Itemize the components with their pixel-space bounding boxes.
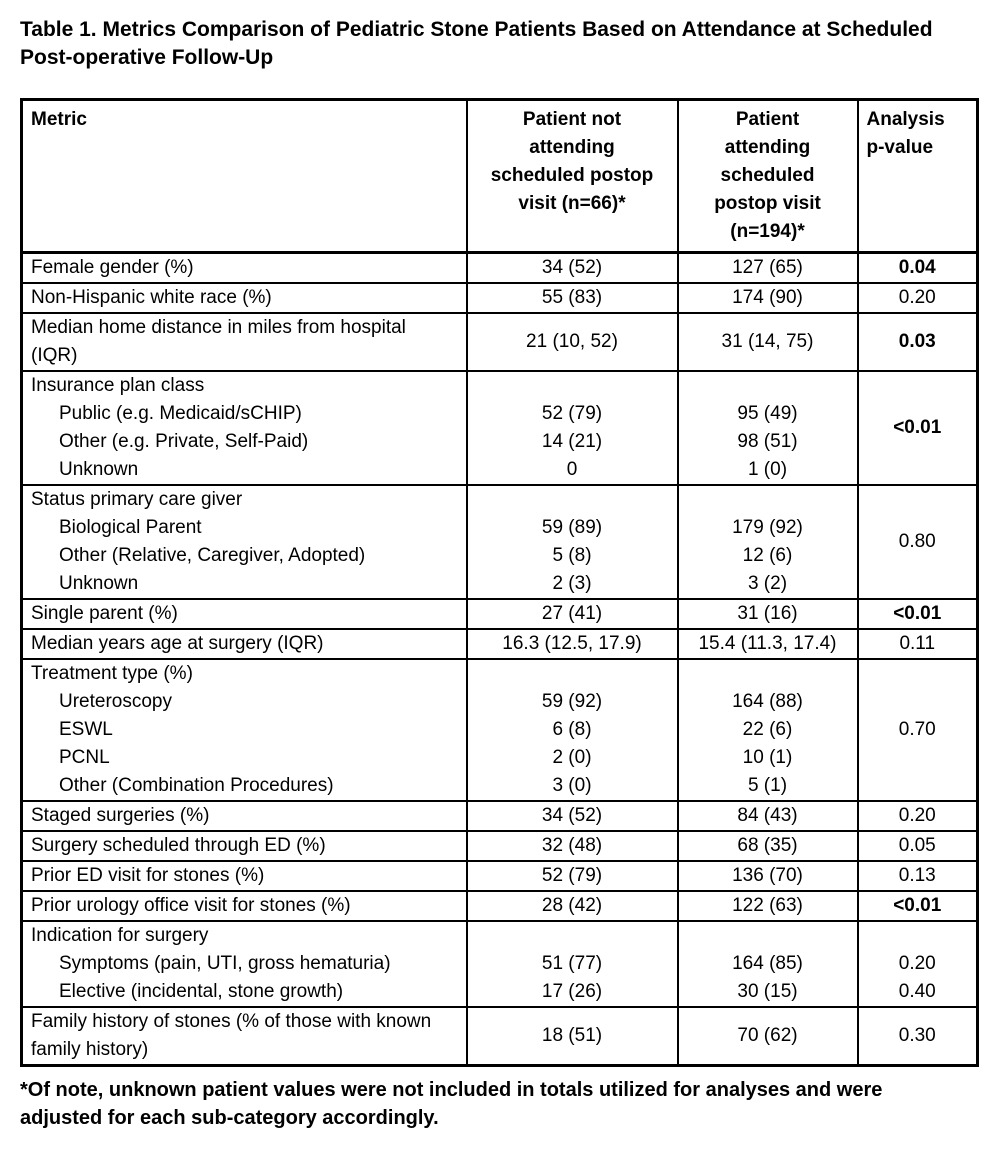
attending-cell: 95 (49) 98 (51) 1 (0) [678,371,858,485]
not-attending-cell: 16.3 (12.5, 17.9) [467,629,678,659]
attending-cell: 68 (35) [678,831,858,861]
not-attending-cell: 21 (10, 52) [467,313,678,371]
table-row [22,629,978,659]
column-header-metric: Metric [22,100,467,253]
table-row [22,485,978,599]
p-value-cell: 0.04 [858,253,978,284]
table-row [22,313,978,371]
not-attending-cell: 59 (89) 5 (8) 2 (3) [467,485,678,599]
metric-cell: Treatment type (%) Ureteroscopy ESWL PCNL Other (Combination Procedures) [22,659,467,801]
not-attending-cell: 32 (48) [467,831,678,861]
metric-cell: Median home distance in miles from hospital (IQR) [22,313,467,371]
not-attending-cell: 28 (42) [467,891,678,921]
table-row [22,861,978,891]
not-attending-cell: 34 (52) [467,253,678,284]
header-row [22,100,978,253]
p-value-cell: 0.20 0.40 [858,921,978,1007]
table-row [22,921,978,1007]
column-header-not-attending: Patient not attending scheduled postop visit (n=66)* [467,100,678,253]
attending-cell: 84 (43) [678,801,858,831]
table-row [22,599,978,629]
table-header [22,100,978,253]
metric-cell: Prior urology office visit for stones (%) [22,891,467,921]
metric-cell: Status primary care giver Biological Parent Other (Relative, Caregiver, Adopted) Unknown [22,485,467,599]
metric-cell: Female gender (%) [22,253,467,284]
metric-cell: Staged surgeries (%) [22,801,467,831]
metrics-table [20,98,979,1067]
not-attending-cell: 34 (52) [467,801,678,831]
table-row [22,253,978,284]
table-row [22,891,978,921]
table-row [22,831,978,861]
not-attending-cell: 51 (77) 17 (26) [467,921,678,1007]
table-row [22,1007,978,1066]
not-attending-cell: 52 (79) [467,861,678,891]
metric-cell: Single parent (%) [22,599,467,629]
attending-cell: 122 (63) [678,891,858,921]
metric-cell: Insurance plan class Public (e.g. Medicaid/sCHIP) Other (e.g. Private, Self-Paid) Unknown [22,371,467,485]
table-row [22,801,978,831]
metric-cell: Prior ED visit for stones (%) [22,861,467,891]
p-value-cell: 0.20 [858,801,978,831]
attending-cell: 31 (16) [678,599,858,629]
attending-cell: 136 (70) [678,861,858,891]
not-attending-cell: 52 (79) 14 (21) 0 [467,371,678,485]
column-header-attending: Patient attending scheduled postop visit (n=194)* [678,100,858,253]
p-value-cell: 0.30 [858,1007,978,1066]
metric-cell: Surgery scheduled through ED (%) [22,831,467,861]
attending-cell: 127 (65) [678,253,858,284]
p-value-cell: 0.03 [858,313,978,371]
not-attending-cell: 18 (51) [467,1007,678,1066]
table-body [22,253,978,1066]
attending-cell: 164 (85) 30 (15) [678,921,858,1007]
column-header-p-value: Analysis p-value [858,100,978,253]
table-row [22,283,978,313]
metric-cell: Non-Hispanic white race (%) [22,283,467,313]
p-value-cell: <0.01 [858,891,978,921]
attending-cell: 31 (14, 75) [678,313,858,371]
p-value-cell: 0.80 [858,485,978,599]
not-attending-cell: 55 (83) [467,283,678,313]
p-value-cell: 0.05 [858,831,978,861]
attending-cell: 70 (62) [678,1007,858,1066]
table-row [22,371,978,485]
attending-cell: 174 (90) [678,283,858,313]
attending-cell: 15.4 (11.3, 17.4) [678,629,858,659]
p-value-cell: 0.13 [858,861,978,891]
attending-cell: 164 (88) 22 (6) 10 (1) 5 (1) [678,659,858,801]
attending-cell: 179 (92) 12 (6) 3 (2) [678,485,858,599]
not-attending-cell: 59 (92) 6 (8) 2 (0) 3 (0) [467,659,678,801]
table-row [22,659,978,801]
table-footnote: *Of note, unknown patient values were not included in totals utilized for analyses and were adjusted for each sub-category accordingly. [20,1079,883,1129]
metric-cell: Median years age at surgery (IQR) [22,629,467,659]
p-value-cell: 0.11 [858,629,978,659]
metric-cell: Family history of stones (% of those with known family history) [22,1007,467,1066]
table-title: Table 1. Metrics Comparison of Pediatric Stone Patients Based on Attendance at Scheduled Post-operative Follow-Up [20,18,933,69]
p-value-cell: 0.70 [858,659,978,801]
not-attending-cell: 27 (41) [467,599,678,629]
p-value-cell: 0.20 [858,283,978,313]
metric-cell: Indication for surgery Symptoms (pain, UTI, gross hematuria) Elective (incidental, stone growth) [22,921,467,1007]
p-value-cell: <0.01 [858,371,978,485]
p-value-cell: <0.01 [858,599,978,629]
